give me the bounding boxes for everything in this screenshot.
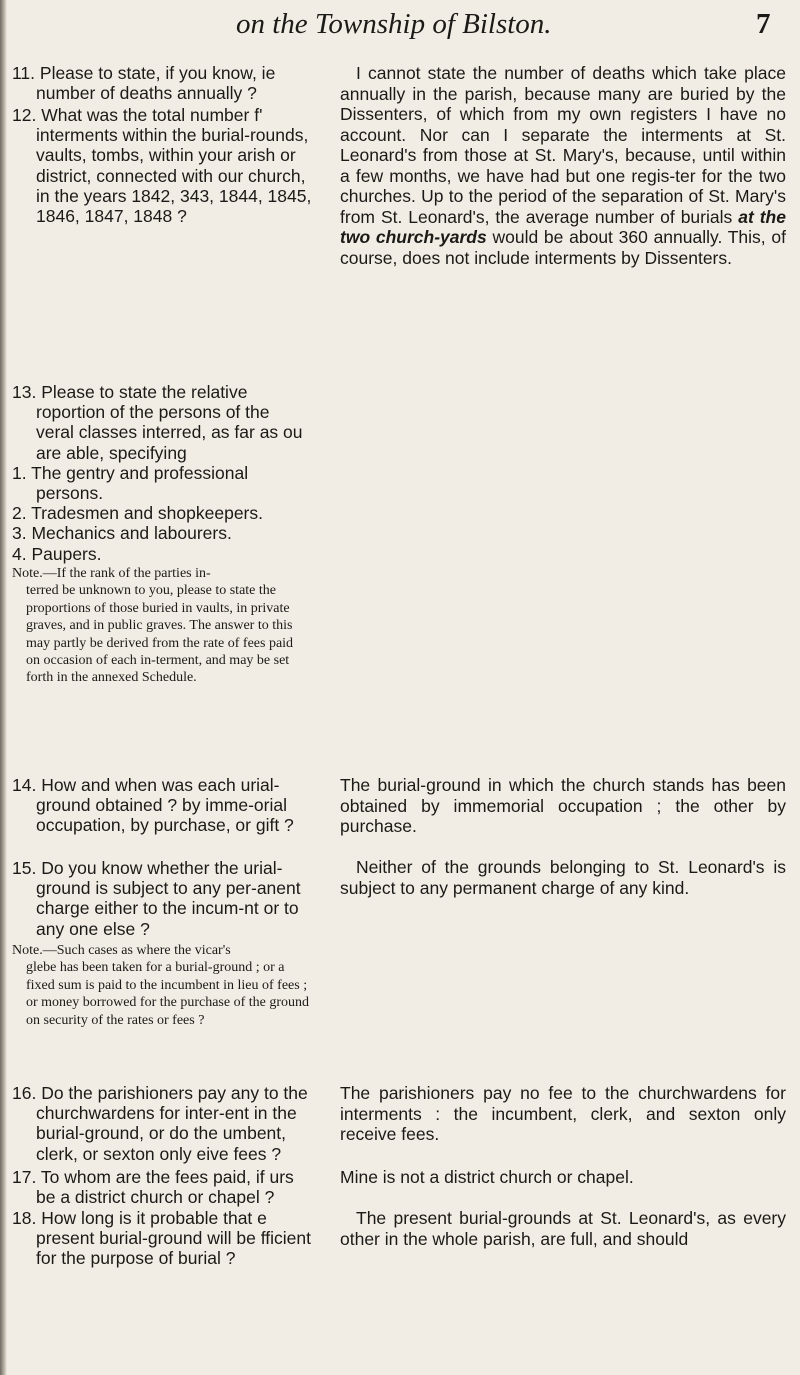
question-13-item-2: 2. Tradesmen and shopkeepers. bbox=[12, 503, 263, 524]
question-14: 14. How and when was each urial-ground obtained ? by imme-orial occupation, by purchase, or gift ? bbox=[12, 775, 294, 836]
note-13: Note.—If the rank of the parties in- terred be unknown to you, please to state the proportions of those buried in vaults, in private graves, and in public graves. The answer to this may partly be derived from the rate of fees paid on occasion of each in-terment, and may be set forth in the annexed Schedule. bbox=[12, 566, 294, 686]
question-16: 16. Do the parishioners pay any to the churchwardens for inter-ent in the burial-ground, or do the umbent, clerk, or sexton only eive fees ? bbox=[12, 1083, 308, 1164]
answer-12: I cannot state the number of deaths which take place annually in the parish, because many are buried by the Dissenters, of which from my own registers I have no account. Nor can I separate the interments at St. Leonard's from those at St. Mary's, because, until within a few months, we have had but one regis-ter for the two churches. Up to the period of the separation of St. Mary's from St. Leonard's, the average number of burials at the two church-yards would be about 360 annually. This, of course, does not include interments by Dissenters. bbox=[340, 63, 786, 268]
page-header bbox=[0, 8, 800, 44]
answer-17: Mine is not a district church or chapel. bbox=[340, 1167, 634, 1187]
question-13-intro: 13. Please to state the relative roportion of the persons of the veral classes interred, as far as ou are able, specifying bbox=[12, 382, 303, 463]
answer-18: The present burial-grounds at St. Leonard's, as every other in the whole parish, are full, and should bbox=[340, 1208, 786, 1249]
question-17: 17. To whom are the fees paid, if urs be a district church or chapel ? bbox=[12, 1167, 294, 1208]
question-13-item-3: 3. Mechanics and labourers. bbox=[12, 523, 232, 544]
answer-16: The parishioners pay no fee to the churchwardens for interments : the incumbent, clerk, and sexton only receive fees. bbox=[340, 1083, 786, 1144]
question-18: 18. How long is it probable that e present burial-ground will be fficient for the purpose of burial ? bbox=[12, 1208, 311, 1269]
note-15: Note.—Such cases as where the vicar's glebe has been taken for a burial-ground ; or a fixed sum is paid to the incumbent in lieu of fees ; or money borrowed for the purchase of the ground on security of the rates or fees ? bbox=[12, 943, 310, 1028]
answer-12-italic: at the two church-yards bbox=[340, 206, 786, 247]
answer-15: Neither of the grounds belonging to St. Leonard's is subject to any permanent charge of any kind. bbox=[340, 857, 786, 898]
question-13-item-4: 4. Paupers. bbox=[12, 543, 102, 564]
question-13-item-1: 1. The gentry and professional persons. bbox=[12, 462, 249, 504]
running-title: on the Township of Bilston. bbox=[236, 8, 552, 40]
question-15: 15. Do you know whether the urial-ground is subject to any per-anent charge either to the incum-nt or to any one else ? bbox=[12, 858, 301, 939]
answer-14: The burial-ground in which the church stands has been obtained by immemorial occupation ; the other by purchase. bbox=[340, 775, 786, 836]
question-11: 11. Please to state, if you know, ie number of deaths annually ? bbox=[12, 63, 276, 104]
question-13 bbox=[12, 382, 312, 564]
page-number: 7 bbox=[756, 8, 771, 40]
question-12: 12. What was the total number f' interments within the burial-rounds, vaults, tombs, within your arish or district, connected with our church, in the years 1842, 343, 1844, 1845, 1846, 1847, 1848 ? bbox=[12, 105, 312, 227]
binding-gutter bbox=[0, 0, 7, 1375]
